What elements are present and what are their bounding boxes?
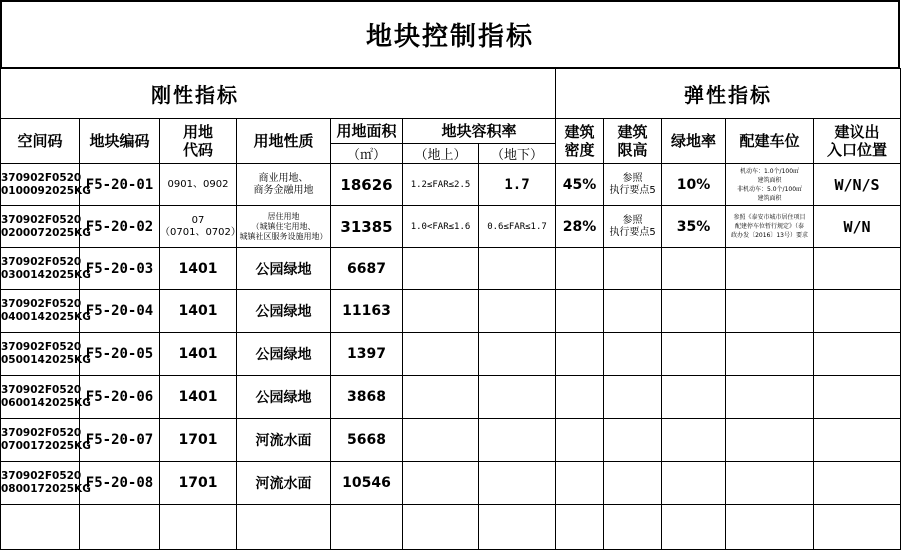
cell-far-above [403,333,479,376]
header-building-density-line2: 密度 [564,141,595,159]
cell-density [556,290,604,333]
cell-space-code [1,248,91,290]
cell-far-below [479,462,556,505]
cell-land-area: 5668 [331,419,403,462]
cell-land-area: 3868 [331,376,403,419]
header-space-code: 空间码 [1,119,80,164]
cell-entrance [814,290,901,333]
control-index-table [0,68,901,550]
space-code-part1: 370902F0520 [1,470,82,482]
cell-land-area: 31385 [331,206,403,248]
cell-density [556,462,604,505]
cell-entrance [814,248,901,290]
cell-land-nature [237,164,331,206]
space-code-part2: 0700172025KG [1,440,91,452]
table-row [1,164,901,206]
cell-land-nature: 河流水面 [237,462,331,505]
cell-far-above [403,376,479,419]
cell-height-limit [604,290,662,333]
space-code-part2: 0600142025KG [1,397,91,409]
space-code-part2: 0300142025KG [1,268,91,281]
cell-far-below [479,376,556,419]
cell-parking [726,333,814,376]
cell-green-rate [662,462,726,505]
header-building-density-line1: 建筑 [564,123,595,141]
cell-green-rate [662,376,726,419]
cell-land-area: 11163 [331,290,403,333]
cell-land-nature: 河流水面 [237,419,331,462]
rigid-index-group: 刚性指标 [1,69,556,119]
header-land-code [160,119,237,164]
cell-far-below: 1.7 [479,164,556,206]
height-limit-line2: 执行要点5 [609,226,656,238]
cell-land-code: 0901、0902 [160,164,237,206]
cell-far-below [479,419,556,462]
parking-line1: 机动车：1.0个/100㎡ [740,167,800,175]
cell-green-rate: 10% [662,164,726,206]
cell-land-nature: 公园绿地 [237,248,331,290]
cell-far-below [479,290,556,333]
cell-plot-code: F5-20-01 [80,164,160,206]
cell-far-above [403,248,479,290]
space-code-part1: 370902F0520 [1,427,82,439]
cell-density [556,333,604,376]
table-row [1,376,901,419]
parking-line3: 政办发〔2016〕13号）要求 [731,232,808,239]
cell-height-limit [604,206,662,248]
cell-green-rate [662,419,726,462]
cell-plot-code: F5-20-05 [80,333,160,376]
cell-parking [726,164,814,206]
parking-line3: 非机动车：5.0个/100㎡ [737,185,803,193]
cell-entrance [814,333,901,376]
cell-land-nature [237,206,331,248]
cell-green-rate [662,333,726,376]
height-limit-line1: 参照 [622,172,643,184]
cell-space-code [1,290,91,333]
land-nature-line1: 商业用地、 [258,172,309,184]
parking-line1: 参照《泰安市城市居住项目 [733,214,806,221]
cell-density [556,248,604,290]
cell-density [556,376,604,419]
cell-entrance [814,462,901,505]
land-nature-line2: 商务金融用地 [253,184,314,196]
sheet-title: 地块控制指标 [0,0,900,69]
cell-space-code [1,206,91,248]
header-height-limit [604,119,662,164]
cell-height-limit [604,419,662,462]
cell-height-limit [604,164,662,206]
space-code-part1: 370902F0520 [1,298,82,310]
cell-height-limit [604,462,662,505]
header-land-area: 用地面积 [331,119,403,144]
cell-space-code [1,333,91,376]
space-code-part2: 0500142025KG [1,354,91,366]
cell-plot-code: F5-20-04 [80,290,160,333]
cell-land-code: 1401 [160,333,237,376]
table-row [1,462,901,505]
header-far-above: （地上） [403,144,479,164]
land-nature-line3: 城镇社区服务设施用地） [239,231,328,241]
cell-parking [726,206,814,248]
table-row [1,419,901,462]
cell-entrance: W/N/S [814,164,901,206]
cell-parking [726,462,814,505]
cell-land-area: 10546 [331,462,403,505]
space-code-part2: 0800172025KG [1,483,91,495]
cell-space-code [1,419,91,462]
parking-line4: 建筑面积 [757,194,782,202]
cell-land-nature: 公园绿地 [237,290,331,333]
cell-plot-code: F5-20-02 [80,206,160,248]
cell-far-below: 0.6≤FAR≤1.7 [479,206,556,248]
space-code-part1: 370902F0520 [1,255,82,268]
parking-line2: 建筑面积 [757,176,782,184]
header-land-code-line2: 代码 [182,141,213,159]
land-code-line1: 07 [191,214,205,226]
cell-parking [726,419,814,462]
cell-land-code [160,206,241,248]
cell-green-rate [662,290,726,333]
cell-space-code [1,376,91,419]
cell-height-limit [604,376,662,419]
header-far: 地块容积率 [403,119,556,144]
table-row [1,333,901,376]
cell-land-code: 1401 [160,376,237,419]
header-entrance [814,119,901,164]
cell-far-above: 1.2≤FAR≤2.5 [403,164,479,206]
cell-far-above [403,462,479,505]
cell-parking [726,290,814,333]
table-row [1,206,901,248]
header-plot-code: 地块编码 [80,119,160,164]
cell-land-area: 1397 [331,333,403,376]
space-code-part1: 370902F0520 [1,171,82,184]
cell-density [556,419,604,462]
cell-density: 28% [556,206,604,248]
height-limit-line2: 执行要点5 [609,184,656,196]
cell-parking [726,376,814,419]
cell-plot-code: F5-20-08 [80,462,160,505]
cell-land-code: 1701 [160,462,237,505]
land-nature-line1: 居住用地 [267,211,300,221]
header-height-limit-line2: 限高 [617,141,648,159]
land-nature-line2: （城镇住宅用地、 [251,221,316,231]
cell-plot-code: F5-20-06 [80,376,160,419]
cell-entrance: W/N [814,206,901,248]
space-code-part2: 0100092025KG [1,184,91,197]
cell-green-rate: 35% [662,206,726,248]
land-code-line2: （0701、0702） [160,226,241,238]
column-header-row-1 [1,119,901,144]
parking-line2: 配建停车位暂行规定》（泰 [735,223,805,230]
cell-space-code [1,164,91,206]
space-code-part2: 0200072025KG [1,226,91,239]
table-row [1,248,901,290]
cell-height-limit [604,333,662,376]
header-entrance-line2: 入口位置 [827,141,888,159]
cell-far-above [403,419,479,462]
cell-plot-code: F5-20-03 [80,248,160,290]
cell-parking [726,248,814,290]
cell-far-below [479,333,556,376]
header-land-nature: 用地性质 [237,119,331,164]
cell-green-rate [662,248,726,290]
space-code-part1: 370902F0520 [1,341,82,353]
cell-land-area: 18626 [331,164,403,206]
header-building-density [556,119,604,164]
space-code-part1: 370902F0520 [1,384,82,396]
header-entrance-line1: 建议出 [834,123,880,141]
height-limit-line1: 参照 [622,214,643,226]
cell-plot-code: F5-20-07 [80,419,160,462]
cell-land-code: 1401 [160,290,237,333]
cell-land-nature: 公园绿地 [237,376,331,419]
space-code-part2: 0400142025KG [1,311,91,323]
header-green-rate: 绿地率 [662,119,726,164]
cell-density: 45% [556,164,604,206]
cell-far-above [403,290,479,333]
cell-space-code [1,462,91,505]
cell-land-area: 6687 [331,248,403,290]
cell-land-code: 1701 [160,419,237,462]
header-land-code-line1: 用地 [182,123,213,141]
cell-height-limit [604,248,662,290]
space-code-part1: 370902F0520 [1,213,82,226]
cell-entrance [814,376,901,419]
elastic-index-group: 弹性指标 [556,69,901,119]
header-land-area-unit: （㎡） [331,144,403,164]
cell-far-above: 1.0<FAR≤1.6 [403,206,479,248]
cell-far-below [479,248,556,290]
table-row [1,290,901,333]
empty-row [1,505,901,550]
header-height-limit-line1: 建筑 [617,123,648,141]
header-far-below: （地下） [479,144,556,164]
cell-land-nature: 公园绿地 [237,333,331,376]
header-parking: 配建车位 [726,119,814,164]
group-header-row [1,69,901,119]
cell-entrance [814,419,901,462]
cell-land-code: 1401 [160,248,237,290]
